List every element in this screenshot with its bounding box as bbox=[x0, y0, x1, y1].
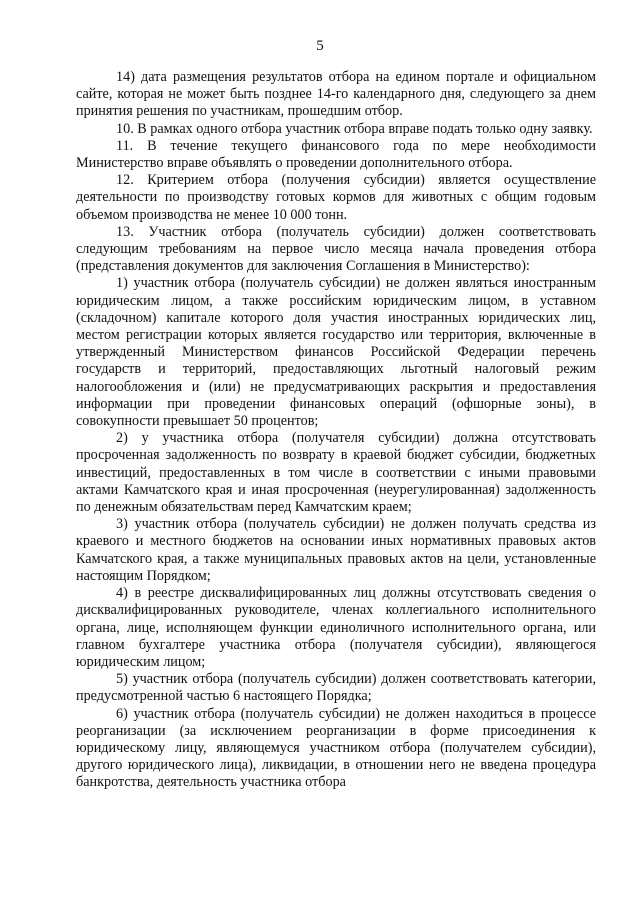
paragraph-12-selection-criterion: 12. Критерием отбора (получения субсидии) является осуществление деятельности по производству готовых кормов для животных с общим годовым объемом производства не менее 10 000 тонн. bbox=[76, 172, 596, 223]
page-number: 5 bbox=[316, 38, 324, 54]
paragraph-13-requirements: 13. Участник отбора (получатель субсидии) должен соответствовать следующим требованиям на первое число месяца начала проведения отбора (представления документов для заключения Соглашения в Министерство): bbox=[76, 223, 596, 275]
paragraph-11-additional-selection: 11. В течение текущего финансового года по мере необходимости Министерство вправе объявлять о проведении дополнительного отбора. bbox=[76, 137, 596, 172]
paragraph-14-publication-date: 14) дата размещения результатов отбора на едином портале и официальном сайте, которая не может быть позднее 14-го календарного дня, следующего за днем принятия решения по участникам, прошедшим отбор. bbox=[76, 69, 596, 120]
document-body bbox=[76, 69, 596, 792]
paragraph-10-single-application: 10. В рамках одного отбора участник отбора вправе подать только одну заявку. bbox=[116, 120, 593, 137]
requirement-1-foreign-entity: 1) участник отбора (получатель субсидии) не должен являться иностранным юридическим лицом, а также российским юридическим лицом, в уставном (складочном) капитале которого доля участия иностранных юридических лиц, местом регистрации которых является государство или территория, включенные в утвержденный Министерством финансов Российской Федерации перечень государств и территорий, предоставляющих льготный налоговый режим налогообложения и (или) не предусматривающих раскрытия и предоставления информации при проведении финансовых операций (офшорные зоны), в совокупности превышает 50 процентов; bbox=[76, 275, 596, 430]
requirement-2-overdue-debt: 2) у участника отбора (получателя субсидии) должна отсутствовать просроченная задолженность по возврату в краевой бюджет субсидии, бюджетных инвестиций, предоставленных в том числе в соответствии с иными правовыми актами Камчатского края и иная просроченная (неурегулированная) задолженность по денежным обязательствам перед Камчатским краем; bbox=[76, 430, 596, 516]
requirement-4-disqualified-persons: 4) в реестре дисквалифицированных лиц должны отсутствовать сведения о дисквалифицированных руководителе, членах коллегиального исполнительного органа, лице, исполняющем функции единоличного исполнительного органа, или главном бухгалтере участника отбора (получателя субсидии), являющегося юридическим лицом; bbox=[76, 585, 596, 670]
requirement-3-other-budget-funds: 3) участник отбора (получатель субсидии) не должен получать средства из краевого и местного бюджетов на основании иных нормативных правовых актов Камчатского края, а также муниципальных правовых актов на цели, установленные настоящим Порядком; bbox=[76, 516, 596, 584]
requirement-6-reorganization: 6) участник отбора (получатель субсидии) не должен находиться в процессе реорганизации (за исключением реорганизации в форме присоединения к юридическому лицу, являющемуся участником отбора (получателем субсидии), другого юридического лица), ликвидации, в отношении него не введена процедура банкротства, деятельность участника отбора bbox=[76, 705, 596, 791]
requirement-5-category: 5) участник отбора (получатель субсидии) должен соответствовать категории, предусмотренной частью 6 настоящего Порядка; bbox=[76, 671, 596, 705]
